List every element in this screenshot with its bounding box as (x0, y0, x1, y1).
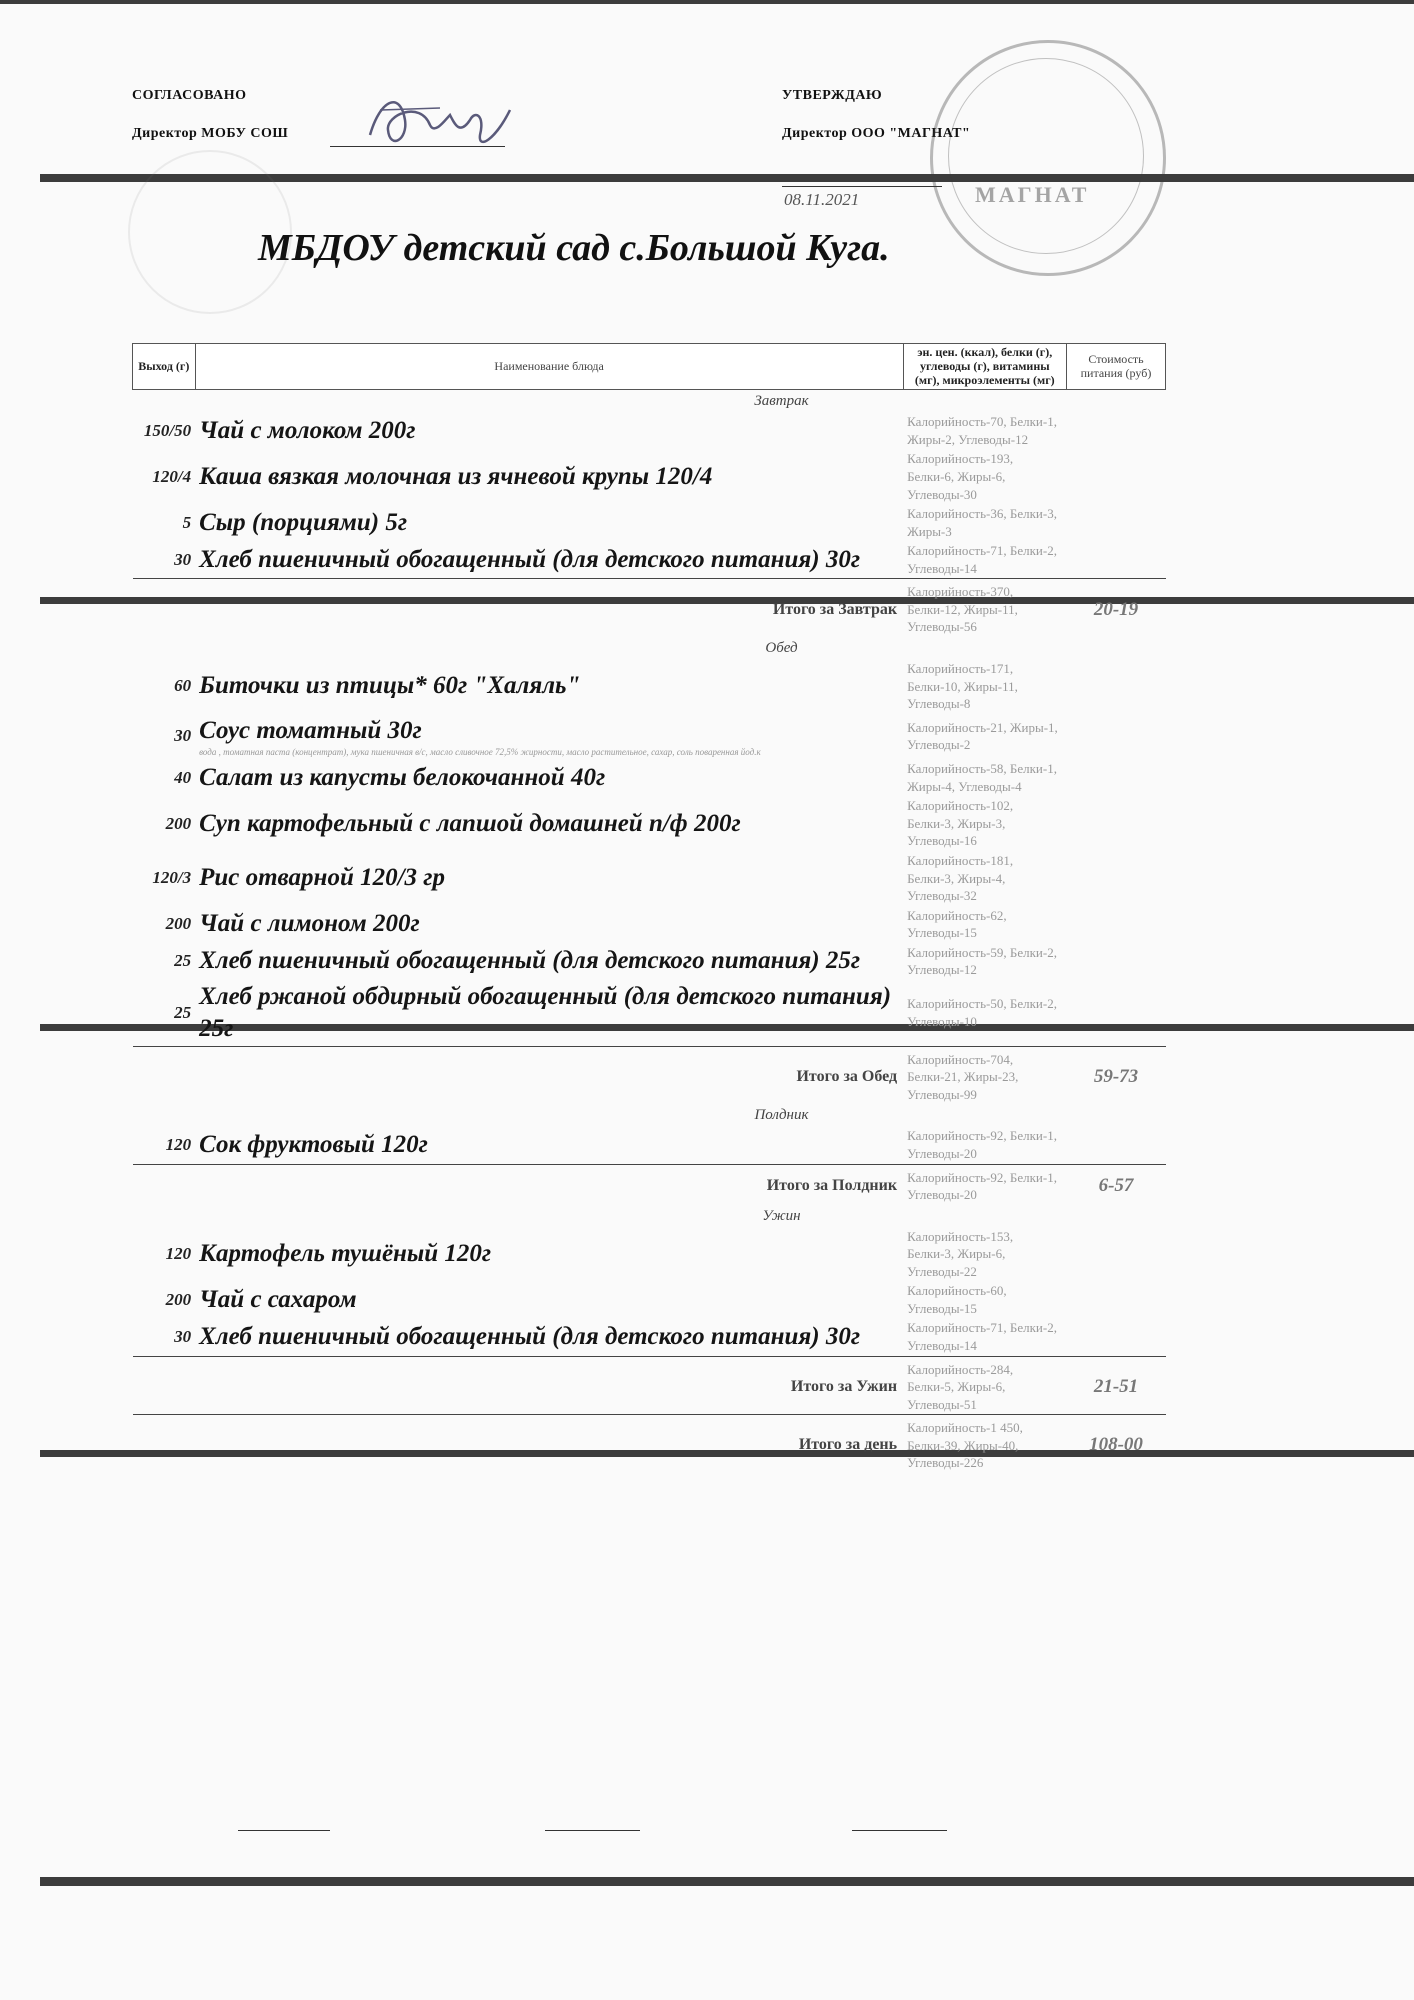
dish-nutrition: Калорийность-171, Белки-10, Жиры-11, Углеводы-8 (907, 660, 1018, 712)
meal-total-nutrition: Калорийность-284, Белки-5, Жиры-6, Углеводы-51 (903, 1356, 1066, 1415)
dish-cell (195, 1227, 903, 1282)
meal-total-row (133, 579, 1166, 637)
dish-nutrition: Калорийность-181, Белки-3, Жиры-4, Углеводы-32 (907, 853, 1014, 904)
dish-nutrition: Калорийность-92, Белки-1, Углеводы-20 (907, 1128, 1057, 1162)
dish-cell (195, 759, 903, 796)
dish-name: Биточки из птицы* 60г "Халяль" (199, 672, 581, 700)
dish-nutrition: Калорийность-50, Белки-2, Углеводы-10 (907, 996, 1057, 1029)
table-row (133, 1281, 1166, 1318)
dish-output: 150/50 (143, 420, 192, 440)
dish-name: Сыр (порциями) 5г (199, 508, 408, 536)
day-total-row (133, 1415, 1166, 1473)
scan-artifact-bar (40, 1877, 1414, 1886)
dish-cost (1066, 1126, 1165, 1164)
table-row (133, 714, 1166, 760)
dish-name: Чай с сахаром (199, 1285, 357, 1313)
dish-output: 200 (165, 1289, 192, 1309)
table-row (133, 759, 1166, 796)
meal-total-cost: 20-19 (1066, 579, 1165, 637)
dish-cell (195, 906, 903, 943)
column-header-nutrition: эн. цен. (ккал), белки (г), углеводы (г), витамины (мг), микроэлементы (мг) (903, 344, 1066, 390)
dish-cost (1066, 504, 1165, 541)
dish-cell (195, 714, 903, 760)
dish-cost (1066, 541, 1165, 579)
meal-total-row (133, 1356, 1166, 1415)
dish-output: 60 (174, 676, 192, 696)
dish-name: Каша вязкая молочная из ячневой крупы 120/4 (199, 462, 713, 490)
scan-artifact-bar (0, 0, 1414, 4)
dish-output: 30 (174, 1326, 192, 1346)
meal-total-nutrition: Калорийность-370, Белки-12, Жиры-11, Углеводы-56 (903, 579, 1066, 637)
dish-nutrition: Калорийность-71, Белки-2, Углеводы-14 (907, 1320, 1057, 1353)
table-row (133, 659, 1166, 714)
table-row (133, 1318, 1166, 1356)
meal-total-nutrition: Калорийность-92, Белки-1, Углеводы-20 (903, 1164, 1066, 1205)
meal-section-header (133, 1205, 1166, 1227)
approval-left-position: Директор МОБУ СОШ (132, 126, 289, 141)
table-row (133, 943, 1166, 980)
table-header-row (133, 344, 1166, 390)
dish-composition: вода , томатная паста (концентрат), мука пшеничная в/с, масло сливочное 72,5% жирности, масло растительное, сахар, соль поваренная йод.к (199, 746, 761, 757)
dish-output: 25 (174, 1002, 192, 1022)
dish-name: Сок фруктовый 120г (199, 1131, 428, 1159)
meal-total-cost: 6-57 (1066, 1164, 1165, 1205)
meal-total-spacer (133, 1046, 196, 1104)
dish-nutrition: Калорийность-71, Белки-2, Углеводы-14 (907, 543, 1057, 576)
dish-cell (195, 943, 903, 980)
dish-cost (1066, 1318, 1165, 1356)
dish-cost (1066, 1281, 1165, 1318)
table-row (133, 851, 1166, 906)
dish-cell (195, 504, 903, 541)
dish-nutrition: Калорийность-193, Белки-6, Жиры-6, Углеводы-30 (907, 451, 1014, 502)
dish-nutrition: Калорийность-59, Белки-2, Углеводы-12 (907, 944, 1057, 978)
bottom-signature-line (545, 1830, 640, 1831)
day-total-label: Итого за день (195, 1415, 903, 1473)
column-header-cost: Стоимость питания (руб) (1066, 344, 1165, 390)
meal-total-row (133, 1164, 1166, 1205)
dish-cost (1066, 851, 1165, 906)
table-row (133, 1227, 1166, 1282)
dish-cost (1066, 980, 1165, 1047)
signature-image (360, 80, 530, 160)
table-row (133, 906, 1166, 943)
dish-nutrition: Калорийность-102, Белки-3, Жиры-3, Углеводы-16 (907, 798, 1014, 849)
dish-nutrition: Калорийность-70, Белки-1, Жиры-2, Углеводы-12 (907, 414, 1057, 447)
dish-cost (1066, 796, 1165, 851)
dish-cell (195, 659, 903, 714)
meal-section-header (133, 390, 1166, 413)
meal-section-cell (133, 390, 1166, 413)
dish-output: 120/4 (152, 466, 192, 486)
dish-cell (195, 1318, 903, 1356)
dish-output: 200 (165, 813, 192, 833)
menu-table-body (133, 390, 1166, 1415)
dish-cell (195, 851, 903, 906)
meal-total-cost: 21-51 (1066, 1356, 1165, 1415)
day-total-nutrition: Калорийность-1 450, Белки-39, Жиры-40, Углеводы-226 (903, 1415, 1066, 1473)
dish-name: Хлеб ржаной обдирный обогащенный (для детского питания) 25г (199, 982, 892, 1042)
column-header-output: Выход (г) (133, 344, 196, 390)
table-row (133, 412, 1166, 449)
dish-output: 30 (174, 549, 192, 569)
dish-cell (195, 1126, 903, 1164)
dish-nutrition: Калорийность-62, Углеводы-15 (907, 907, 1007, 941)
dish-name: Рис отварной 120/3 гр (199, 864, 446, 892)
dish-nutrition: Калорийность-21, Жиры-1, Углеводы-2 (907, 719, 1058, 753)
meal-section-cell (133, 1104, 1166, 1126)
dish-output: 200 (165, 914, 192, 934)
dish-name: Салат из капусты белокочанной 40г (199, 763, 606, 791)
meal-total-nutrition: Калорийность-704, Белки-21, Жиры-23, Углеводы-99 (903, 1046, 1066, 1104)
dish-name: Хлеб пшеничный обогащенный (для детского питания) 30г (199, 545, 861, 573)
meal-total-label: Итого за Завтрак (195, 579, 903, 637)
meal-total-label: Итого за Ужин (195, 1356, 903, 1415)
approval-right-title: УТВЕРЖДАЮ (782, 88, 883, 103)
dish-name: Соус томатный 30г (199, 716, 422, 744)
dish-cost (1066, 659, 1165, 714)
dish-nutrition: Калорийность-58, Белки-1, Жиры-4, Углеводы-4 (907, 761, 1057, 794)
table-row (133, 796, 1166, 851)
meal-section-cell (133, 1205, 1166, 1227)
company-stamp-inner (948, 58, 1144, 254)
table-row (133, 1126, 1166, 1164)
dish-nutrition: Калорийность-153, Белки-3, Жиры-6, Углеводы-22 (907, 1228, 1014, 1279)
date-line (782, 186, 942, 187)
meal-total-label: Итого за Обед (195, 1046, 903, 1104)
table-row (133, 504, 1166, 541)
meal-section-title: Обед (765, 639, 798, 656)
meal-section-header (133, 637, 1166, 659)
dish-cost (1066, 906, 1165, 943)
dish-name: Чай с лимоном 200г (199, 910, 420, 938)
menu-table (132, 343, 1166, 1473)
table-row (133, 980, 1166, 1047)
dish-output: 120 (165, 1243, 192, 1263)
dish-name: Хлеб пшеничный обогащенный (для детского питания) 30г (199, 1322, 861, 1350)
bottom-signature-line (238, 1830, 330, 1831)
dish-name: Чай с молоком 200г (199, 416, 416, 444)
day-total-cost: 108-00 (1066, 1415, 1165, 1473)
meal-total-row (133, 1046, 1166, 1104)
dish-output: 40 (174, 767, 192, 787)
meal-section-title: Завтрак (754, 393, 809, 410)
dish-name: Хлеб пшеничный обогащенный (для детского питания) 25г (199, 947, 861, 975)
dish-output: 30 (174, 726, 192, 746)
dish-name: Картофель тушёный 120г (199, 1239, 492, 1267)
dish-name: Суп картофельный с лапшой домашней п/ф 200г (199, 809, 741, 837)
approval-left-title: СОГЛАСОВАНО (132, 88, 247, 103)
dish-cost (1066, 449, 1165, 504)
meal-total-spacer (133, 1356, 196, 1415)
stamp-label: МАГНАТ (975, 182, 1090, 207)
dish-cost (1066, 1227, 1165, 1282)
meal-section-title: Ужин (762, 1207, 801, 1224)
dish-nutrition: Калорийность-60, Углеводы-15 (907, 1283, 1007, 1316)
dish-output: 120/3 (152, 868, 192, 888)
meal-total-label: Итого за Полдник (195, 1164, 903, 1205)
dish-cost (1066, 759, 1165, 796)
day-total-spacer (133, 1415, 196, 1473)
meal-section-cell (133, 637, 1166, 659)
bottom-signature-line (852, 1830, 947, 1831)
approval-date: 08.11.2021 (784, 190, 860, 209)
approval-right-position: Директор ООО "МАГНАТ" (782, 126, 971, 141)
dish-cost (1066, 714, 1165, 760)
table-row (133, 449, 1166, 504)
dish-output: 25 (174, 951, 192, 971)
meal-total-spacer (133, 579, 196, 637)
meal-total-spacer (133, 1164, 196, 1205)
dish-cell (195, 541, 903, 579)
dish-cell (195, 412, 903, 449)
dish-cost (1066, 943, 1165, 980)
meal-section-title: Полдник (754, 1107, 809, 1124)
table-row (133, 541, 1166, 579)
column-header-name: Наименование блюда (195, 344, 903, 390)
dish-cell (195, 980, 903, 1047)
meal-section-header (133, 1104, 1166, 1126)
dish-output: 120 (165, 1135, 192, 1155)
page-title: МБДОУ детский сад с.Большой Куга. (258, 227, 890, 269)
dish-output: 5 (182, 512, 192, 532)
dish-cell (195, 1281, 903, 1318)
dish-nutrition: Калорийность-36, Белки-3, Жиры-3 (907, 506, 1057, 539)
dish-cell (195, 796, 903, 851)
dish-cell (195, 449, 903, 504)
meal-total-cost: 59-73 (1066, 1046, 1165, 1104)
dish-cost (1066, 412, 1165, 449)
